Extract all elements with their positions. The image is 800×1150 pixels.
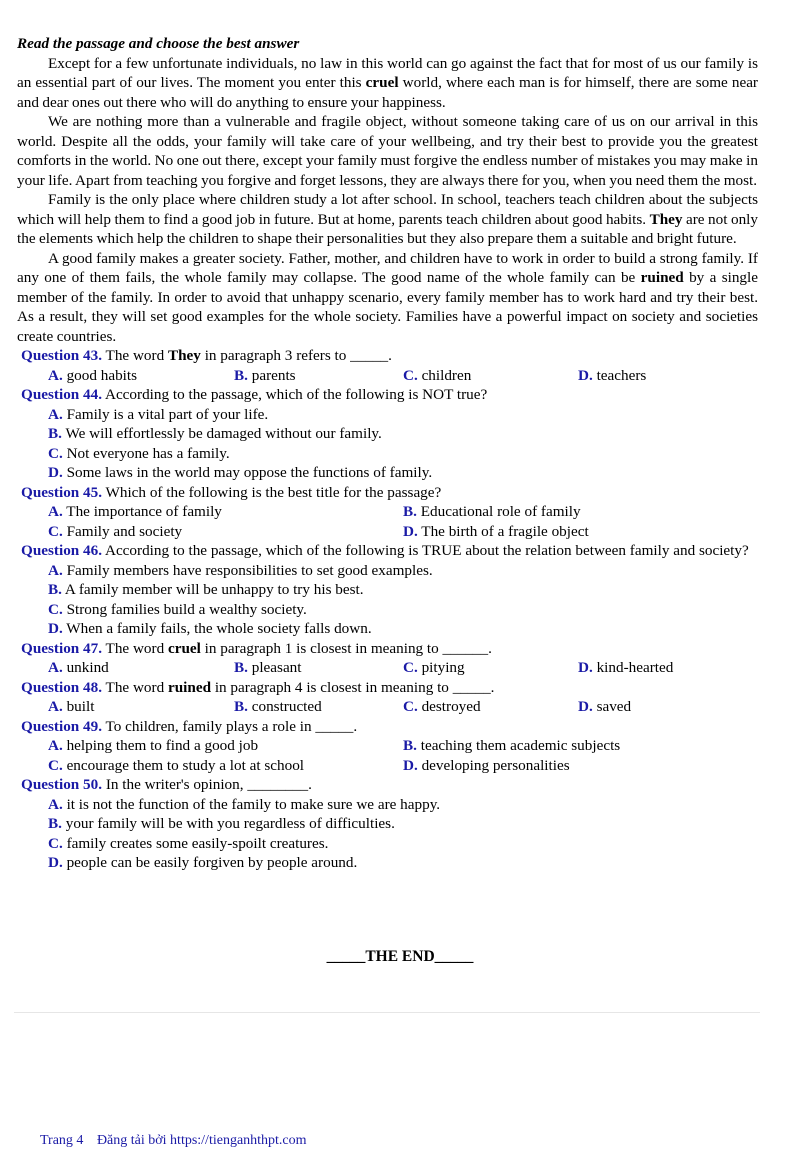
question-keyword: They (167, 347, 201, 364)
option-letter: B. (403, 503, 417, 520)
option-letter: B. (48, 581, 62, 598)
answer-option[interactable]: A. helping them to find a good job (48, 737, 259, 754)
answer-option[interactable]: D. When a family fails, the whole society falls down. (48, 620, 372, 637)
answer-option[interactable]: B. Educational role of family (403, 503, 581, 520)
question-number: Question 46. (21, 542, 103, 559)
instruction-heading: Read the passage and choose the best answer (17, 35, 300, 52)
option-letter: D. (578, 366, 593, 384)
options-row (17, 522, 758, 542)
question-stem: Question 45. Which of the following is the best title for the passage? (21, 483, 442, 501)
option-letter: B. (234, 366, 248, 384)
option-letter: A. (48, 737, 63, 754)
question-block (17, 639, 758, 678)
reading-passage (17, 54, 758, 347)
options-row (17, 697, 758, 717)
question-stem: Question 48. The word ruined in paragraph 4 is closest in meaning to _____. (21, 678, 495, 696)
question-number: Question 44. (21, 386, 103, 403)
options-column (17, 795, 758, 873)
answer-option[interactable]: D. Some laws in the world may oppose the functions of family. (48, 464, 433, 481)
question-keyword: cruel (167, 639, 201, 657)
question-stem: Question 46. According to the passage, which of the following is TRUE about the relation between family and society? (21, 542, 749, 559)
answer-option[interactable]: A. unkind (48, 659, 109, 676)
options-column (17, 405, 758, 483)
question-block (17, 385, 758, 483)
question-block (17, 541, 758, 639)
answer-option[interactable]: A. The importance of family (48, 503, 222, 520)
answer-option[interactable]: D. developing personalities (403, 756, 570, 774)
option-letter: C. (48, 444, 63, 462)
option-letter: A. (48, 698, 63, 715)
option-letter: B. (48, 425, 62, 442)
option-letter: C. (48, 834, 63, 852)
answer-option[interactable]: C. Family and society (48, 522, 183, 540)
question-stem: Question 50. In the writer's opinion, ________. (21, 776, 312, 793)
answer-option[interactable]: C. destroyed (403, 698, 481, 715)
answer-option[interactable]: B. We will effortlessly be damaged without our family. (48, 425, 382, 442)
option-letter: D. (48, 464, 63, 481)
options-row (17, 502, 758, 522)
paragraph-2: We are nothing more than a vulnerable and fragile object, without someone taking care of us on our arrival in this world. Despite all the odds, your family will take care of your wellbeing, and try their best to provide you the greatest comforts in the world. No one out there, except your family must forgive the endless number of mistakes you may make in your life. Apart from teaching you forgive and forget lessons, they are always there for you, when you need them the most. (17, 113, 758, 189)
answer-option[interactable]: C. children (403, 366, 472, 384)
question-stem: Question 47. The word cruel in paragraph 1 is closest in meaning to ______. (21, 639, 492, 657)
option-letter: A. (48, 366, 63, 384)
answer-option[interactable]: A. Family is a vital part of your life. (48, 405, 269, 423)
answer-option[interactable]: D. people can be easily forgiven by people around. (48, 854, 358, 871)
page-number: Trang 4 (40, 1133, 84, 1148)
question-number: Question 48. (21, 678, 103, 696)
option-letter: A. (48, 405, 63, 423)
question-number: Question 47. (21, 639, 103, 657)
answer-option[interactable]: C. pitying (403, 659, 465, 676)
answer-option[interactable]: B. teaching them academic subjects (403, 737, 621, 754)
answer-option[interactable]: D. The birth of a fragile object (403, 522, 589, 540)
answer-option[interactable]: A. good habits (48, 366, 138, 384)
option-letter: A. (48, 561, 63, 579)
option-letter: B. (48, 815, 62, 832)
answer-option[interactable]: A. Family members have responsibilities to set good examples. (48, 561, 433, 579)
options-row (17, 756, 758, 776)
source-credit: Đăng tải bởi https://tienganhthpt.com (96, 1133, 307, 1148)
question-block (17, 483, 758, 542)
page-footer (40, 1133, 317, 1149)
question-stem: Question 44. According to the passage, which of the following is NOT true? (21, 386, 488, 403)
question-number: Question 45. (21, 483, 103, 501)
answer-option[interactable]: A. built (48, 698, 95, 715)
paragraph-4: A good family makes a greater society. Father, mother, and children have to work in order to build a strong family. If any one of them fails, the whole family may collapse. The good name of the whole family can be ruined by a single member of the family. In order to avoid that unhappy scenario, every family member has to work hard and try their best. As a result, they will set good examples for the whole society. Families have a powerful impact on society and societies create countries. (17, 249, 758, 345)
option-letter: B. (234, 659, 248, 676)
page-divider (14, 1012, 760, 1013)
answer-option[interactable]: C. encourage them to study a lot at school (48, 756, 305, 774)
answer-option[interactable]: B. constructed (234, 698, 322, 715)
options-row (17, 736, 758, 756)
answer-option[interactable]: B. your family will be with you regardless of difficulties. (48, 815, 395, 832)
option-letter: A. (48, 659, 63, 676)
answer-option[interactable]: C. Strong families build a wealthy society. (48, 600, 307, 618)
option-letter: D. (403, 522, 418, 540)
option-letter: D. (48, 854, 63, 871)
question-block (17, 346, 758, 385)
option-letter: B. (403, 737, 417, 754)
option-letter: A. (48, 795, 63, 813)
end-marker: _____THE END_____ (326, 948, 474, 965)
question-number: Question 43. (21, 347, 103, 364)
answer-option[interactable]: C. Not everyone has a family. (48, 444, 230, 462)
keyword: ruined (640, 269, 684, 286)
question-block (17, 775, 758, 873)
answer-option[interactable]: C. family creates some easily-spoilt creatures. (48, 834, 329, 852)
options-row (17, 658, 758, 678)
question-stem: Question 43. The word They in paragraph 3 refers to _____. (21, 347, 392, 364)
keyword: cruel (365, 74, 399, 91)
answer-option[interactable]: D. saved (578, 698, 632, 715)
question-stem: Question 49. To children, family plays a role in _____. (21, 717, 358, 735)
question-list (17, 346, 758, 873)
paragraph-1: Except for a few unfortunate individuals, no law in this world can go against the fact that for most of us our family is an essential part of our lives. The moment you enter this cruel world, where each man is for himself, there are some near and dear ones out there who will do anything to ensure your happiness. (17, 54, 758, 111)
option-letter: A. (48, 503, 63, 520)
answer-option[interactable]: A. it is not the function of the family to make sure we are happy. (48, 795, 441, 813)
answer-option[interactable]: D. kind-hearted (578, 659, 674, 676)
option-letter: C. (48, 600, 63, 618)
option-letter: D. (403, 756, 418, 774)
question-number: Question 50. (21, 776, 103, 793)
paragraph-3: Family is the only place where children study a lot after school. In school, teachers teach children about the subjects which will help them to find a good job in future. But at home, parents teach children about good habits. They are not only the elements which help the children to shape their personalities but they also prepare them a suitable and bright future. (17, 191, 758, 247)
option-letter: D. (48, 620, 63, 637)
option-letter: C. (48, 756, 63, 774)
option-letter: C. (403, 366, 418, 384)
answer-option[interactable]: B. pleasant (234, 659, 302, 676)
option-letter: C. (403, 698, 418, 715)
options-column (17, 561, 758, 639)
option-letter: D. (578, 698, 593, 715)
question-number: Question 49. (21, 717, 103, 735)
answer-option[interactable]: D. teachers (578, 366, 647, 384)
option-letter: C. (403, 659, 418, 676)
options-row (17, 366, 758, 386)
answer-option[interactable]: B. parents (234, 366, 296, 384)
keyword: They (649, 210, 683, 228)
question-keyword: ruined (167, 678, 212, 696)
question-block (17, 717, 758, 776)
option-letter: D. (578, 659, 593, 676)
option-letter: B. (234, 698, 248, 715)
document-page (17, 34, 758, 873)
option-letter: C. (48, 522, 63, 540)
answer-option[interactable]: B. A family member will be unhappy to try his best. (48, 581, 364, 598)
question-block (17, 678, 758, 717)
